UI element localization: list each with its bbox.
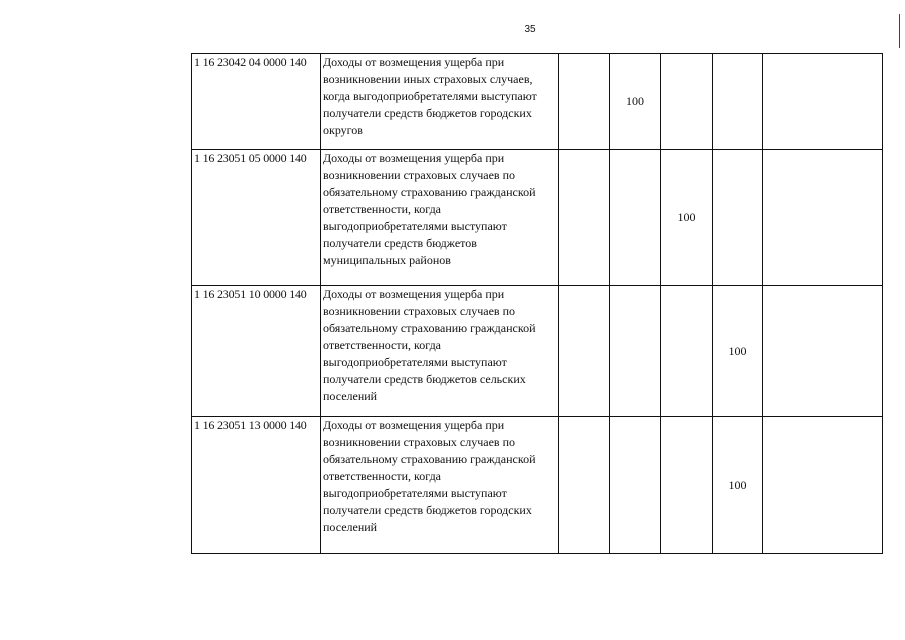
description-text: Доходы от возмещения ущерба при возникновении страховых случаев по обязательному страхованию гражданской ответственности, когда выгодоприобретателями выступают получатели средств бюджетов городских поселений (323, 418, 536, 534)
description-cell (321, 286, 559, 417)
description-text: Доходы от возмещения ущерба при возникновении страховых случаев по обязательному страхованию гражданской ответственности, когда выгодоприобретателями выступают получатели средств бюджетов сельских поселений (323, 287, 536, 403)
value-cell-2 (610, 150, 661, 286)
budget-code-cell: 1 16 23042 04 0000 140 (192, 54, 321, 150)
table-row (192, 286, 883, 417)
description-cell (321, 54, 559, 150)
budget-code-cell: 1 16 23051 05 0000 140 (192, 150, 321, 286)
value-cell-2 (610, 417, 661, 554)
value-cell-5 (763, 150, 883, 286)
budget-code-cell: 1 16 23051 10 0000 140 (192, 286, 321, 417)
value-cell-4 (713, 150, 763, 286)
value-cell-4: 100 (713, 417, 763, 554)
table-row (192, 417, 883, 554)
value-cell-5 (763, 286, 883, 417)
value-cell-3 (661, 286, 713, 417)
value-cell-3 (661, 54, 713, 150)
value-cell-1 (559, 417, 610, 554)
description-cell (321, 150, 559, 286)
value-cell-3: 100 (661, 150, 713, 286)
value-cell-4 (713, 54, 763, 150)
description-cell (321, 417, 559, 554)
value-cell-1 (559, 54, 610, 150)
table-row (192, 150, 883, 286)
budget-code-cell: 1 16 23051 13 0000 140 (192, 417, 321, 554)
value-cell-2 (610, 286, 661, 417)
table-row (192, 54, 883, 150)
page-number: 35 (524, 24, 536, 35)
value-cell-4: 100 (713, 286, 763, 417)
value-cell-5 (763, 417, 883, 554)
value-cell-1 (559, 150, 610, 286)
value-cell-5 (763, 54, 883, 150)
description-text: Доходы от возмещения ущерба при возникновении иных страховых случаев, когда выгодоприобретателями выступают получатели средств бюджетов городских округов (323, 55, 537, 137)
value-cell-3 (661, 417, 713, 554)
page-edge-line (899, 14, 900, 48)
value-cell-2: 100 (610, 54, 661, 150)
value-cell-1 (559, 286, 610, 417)
description-text: Доходы от возмещения ущерба при возникновении страховых случаев по обязательному страхованию гражданской ответственности, когда выгодоприобретателями выступают получатели средств бюджетов муниципальных районов (323, 151, 536, 267)
revenue-table (191, 53, 883, 554)
